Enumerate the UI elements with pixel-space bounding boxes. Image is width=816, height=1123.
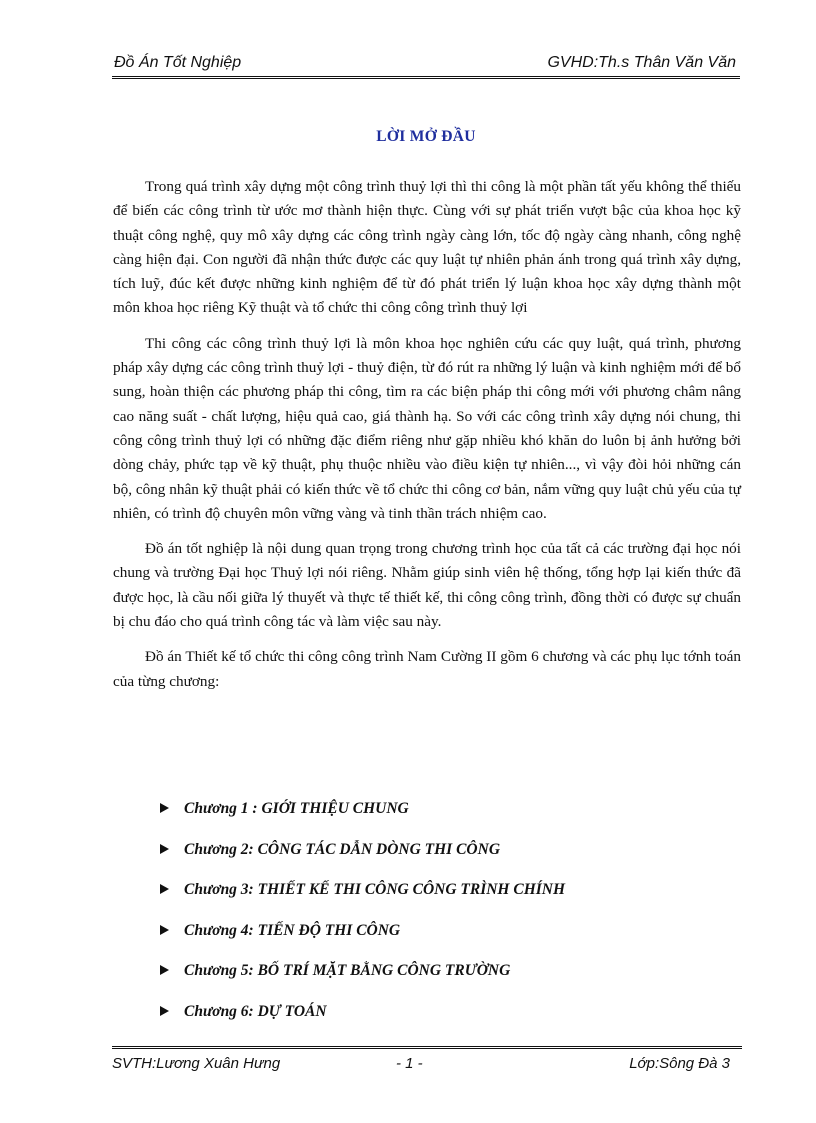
- chapter-item: [160, 879, 565, 920]
- chapter-list: [160, 798, 565, 1041]
- chapter-title: Chương 6: DỰ TOÁN: [184, 1002, 327, 1020]
- chapter-item: [160, 839, 565, 880]
- document-body: [113, 175, 741, 705]
- paragraph-construction: Thi công các công trình thuỷ lợi là môn khoa học nghiên cứu các quy luật, quá trình, phương pháp xây dựng các công trình thuỷ lợi - thuỷ điện, từ đó rút ra những lý luận và kinh nghiệm mới để bổ sung, hoàn thiện các phương pháp thi công, tìm ra các biện pháp thi công mới với phương châm nâng cao năng suất - chất lượng, hiệu quả cao, giá thành hạ. So với các công trình xây dựng nói chung, thi công công trình thuỷ lợi có những đặc điểm riêng như gặp nhiều khó khăn do luôn bị ảnh hưởng bởi dòng chảy, phức tạp về kỹ thuật, phụ thuộc nhiều vào điều kiện tự nhiên..., vì vậy đòi hỏi những cán bộ, công nhân kỹ thuật phải có kiến thức về tổ chức thi công cơ bản, nắm vững quy luật chủ yếu của tự nhiên, có trình độ chuyên môn vững vàng và tinh thần trách nhiệm cao.: [113, 334, 741, 522]
- header-supervisor: GVHD:Th.s Thân Văn Văn: [547, 54, 736, 71]
- chapter-item: [160, 960, 565, 1001]
- page-number: - 1 -: [396, 1055, 423, 1072]
- page-footer: [112, 1046, 742, 1075]
- chapter-title: Chương 5: BỐ TRÍ MẶT BẰNG CÔNG TRƯỜNG: [184, 962, 511, 979]
- arrow-bullet-icon: [160, 884, 169, 894]
- arrow-bullet-icon: [160, 844, 169, 854]
- header-document-type: Đồ Án Tốt Nghiệp: [114, 54, 242, 71]
- page-title: LỜI MỞ ĐẦU: [376, 128, 476, 145]
- chapter-title: Chương 2: CÔNG TÁC DẪN DÒNG THI CÔNG: [184, 840, 501, 858]
- paragraph-structure: Đồ án Thiết kế tổ chức thi công công trình Nam Cường II gồm 6 chương và các phụ lục tớnh toán của từng chương:: [113, 648, 741, 690]
- arrow-bullet-icon: [160, 803, 169, 813]
- chapter-item: [160, 920, 565, 961]
- footer-student: SVTH:Lương Xuân Hưng: [112, 1055, 281, 1072]
- footer-class: Lớp:Sông Đà 3: [629, 1055, 730, 1072]
- arrow-bullet-icon: [160, 965, 169, 975]
- chapter-item: [160, 1001, 565, 1042]
- chapter-title: Chương 1 : GIỚI THIỆU CHUNG: [184, 800, 409, 817]
- page-header: [112, 52, 740, 79]
- paragraph-thesis: Đồ án tốt nghiệp là nội dung quan trọng trong chương trình học của tất cả các trường đại học nói chung và trường Đại học Thuỷ lợi nói riêng. Nhằm giúp sinh viên hệ thống, tổng hợp lại kiến thức đã được học, là cầu nối giữa lý thuyết và thực tế thiết kế, thi công công trình, đồng thời có được sự chuẩn bị chu đáo cho quá trình công tác và làm việc sau này.: [113, 540, 741, 631]
- paragraph-intro: Trong quá trình xây dựng một công trình thuỷ lợi thì thi công là một phần tất yếu không thể thiếu để biến các công trình từ ước mơ thành hiện thực. Cùng với sự phát triển vượt bậc của khoa học kỹ thuật công nghệ, quy mô xây dựng các công trình ngày càng lớn, tốc độ ngày càng nhanh, công nghệ càng hiện đại. Con người đã nhận thức được các quy luật tự nhiên phản ánh trong quá trình xây dựng, tích luỹ, đúc kết được những kinh nghiệm để từ đó phát triển lý luận khoa học xây dựng thành một môn khoa học riêng Kỹ thuật và tổ chức thi công công trình thuỷ lợi: [113, 178, 741, 317]
- arrow-bullet-icon: [160, 1006, 169, 1016]
- chapter-title: Chương 3: THIẾT KẾ THI CÔNG CÔNG TRÌNH CHÍNH: [184, 881, 566, 898]
- chapter-title: Chương 4: TIẾN ĐỘ THI CÔNG: [184, 921, 401, 939]
- chapter-item: [160, 798, 565, 839]
- arrow-bullet-icon: [160, 925, 169, 935]
